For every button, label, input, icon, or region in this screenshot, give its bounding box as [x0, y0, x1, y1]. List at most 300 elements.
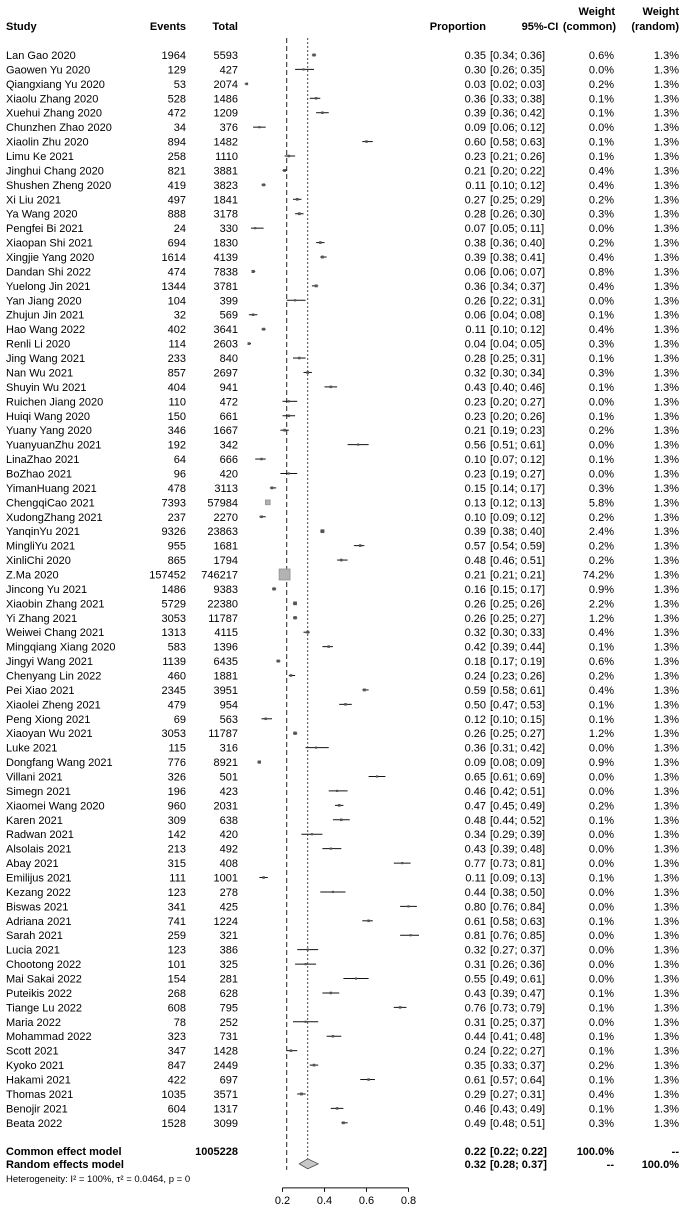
events-value: 960 [167, 800, 186, 813]
weight-random-value: 1.3% [653, 381, 679, 394]
ci-value: [0.19; 0.23] [490, 425, 546, 438]
proportion-value: 0.77 [464, 858, 486, 871]
total-value: 1841 [213, 194, 238, 207]
study-name: Shuyin Wu 2021 [6, 381, 87, 394]
estimate-square [306, 631, 309, 634]
proportion-value: 0.10 [464, 454, 486, 467]
weight-common-value: 1.2% [588, 728, 614, 741]
ci-value: [0.58; 0.63] [490, 136, 546, 149]
proportion-value: 0.36 [464, 742, 486, 755]
total-value: 1830 [213, 237, 238, 250]
total-value: 342 [219, 439, 238, 452]
estimate-square [336, 790, 338, 792]
proportion-value: 0.61 [464, 1074, 486, 1087]
weight-random-value: 1.3% [653, 1016, 679, 1029]
estimate-square [319, 241, 322, 244]
study-name: Xiaomei Wang 2020 [6, 800, 105, 813]
proportion-value: 0.36 [464, 93, 486, 106]
ci-value: [0.51; 0.61] [490, 439, 546, 452]
weight-random-value: 1.3% [653, 656, 679, 669]
ci-value: [0.76; 0.84] [490, 901, 546, 914]
table-row [6, 180, 679, 192]
study-name: MingliYu 2021 [6, 540, 76, 553]
weight-common-value: 0.0% [588, 843, 614, 856]
study-name: Luke 2021 [6, 742, 58, 755]
events-value: 104 [167, 295, 186, 308]
total-value: 1681 [213, 540, 238, 553]
events-value: 583 [167, 641, 186, 654]
table-row [6, 800, 679, 812]
weight-random-value: 1.3% [653, 122, 679, 135]
table-row [6, 569, 679, 581]
table-row [6, 930, 679, 942]
weight-random-value: 1.3% [653, 1002, 679, 1015]
study-name: Jinghui Chang 2020 [6, 165, 104, 178]
weight-random-value: 1.3% [653, 728, 679, 741]
proportion-value: 0.32 [464, 944, 486, 957]
ci-value: [0.33; 0.37] [490, 1060, 546, 1073]
events-value: 346 [167, 425, 186, 438]
total-value: 1317 [213, 1103, 238, 1116]
total-value: 840 [219, 353, 238, 366]
events-value: 1614 [161, 252, 186, 265]
weight-random-value: 1.3% [653, 1074, 679, 1087]
ci-value: [0.20; 0.22] [490, 165, 546, 178]
proportion-value: 0.07 [464, 223, 486, 236]
weight-random-value: 1.3% [653, 280, 679, 293]
weight-random-value: 1.3% [653, 670, 679, 683]
table-row [6, 497, 679, 509]
proportion-value: 0.23 [464, 410, 486, 423]
study-name: Jincong Yu 2021 [6, 583, 88, 596]
weight-common-value: 1.2% [588, 612, 614, 625]
total-value: 2449 [213, 1060, 238, 1073]
proportion-value: 0.30 [464, 64, 486, 77]
weight-random-value: 1.3% [653, 497, 679, 510]
proportion-value: 0.57 [464, 540, 486, 553]
weight-common-value: 0.4% [588, 324, 614, 337]
weight-random-value: 1.3% [653, 78, 679, 91]
table-row [6, 483, 679, 495]
table-row [6, 1060, 679, 1072]
total-value: 2270 [213, 511, 238, 524]
estimate-square [315, 97, 318, 100]
events-value: 1139 [162, 656, 186, 669]
total-value: 2074 [213, 78, 238, 91]
weight-common-value: 0.0% [588, 64, 614, 77]
proportion-value: 0.15 [464, 482, 486, 495]
table-row [6, 194, 679, 206]
weight-random-value: 1.3% [653, 771, 679, 784]
study-name: Xiaoyan Wu 2021 [6, 728, 93, 741]
ci-value: [0.25; 0.27] [490, 612, 546, 625]
estimate-square [313, 54, 316, 57]
estimate-square [305, 1021, 307, 1023]
events-value: 34 [173, 122, 186, 135]
events-value: 460 [167, 670, 186, 683]
study-name: ChengqiCao 2021 [6, 497, 95, 510]
estimate-square [321, 256, 324, 259]
estimate-square [407, 905, 409, 907]
total-value: 3099 [213, 1117, 238, 1130]
ci-value: [0.27; 0.37] [490, 944, 546, 957]
weight-common-value: 0.0% [588, 396, 614, 409]
weight-common-value: 0.8% [588, 266, 614, 279]
table-row [6, 1118, 679, 1130]
weight-common-value: 0.0% [588, 973, 614, 986]
weight-random-value: 1.3% [653, 699, 679, 712]
estimate-square [279, 569, 290, 580]
table-row [6, 642, 679, 654]
study-name: Xiaopan Shi 2021 [6, 237, 93, 250]
total-value: 11787 [208, 612, 238, 625]
events-value: 1313 [161, 627, 186, 640]
weight-random-value: 1.3% [653, 93, 679, 106]
weight-random-value: 1.3% [653, 338, 679, 351]
weight-common-value: 0.2% [588, 78, 614, 91]
total-value: 661 [219, 410, 238, 423]
estimate-square [330, 386, 333, 389]
weight-common-value: 0.3% [588, 1117, 614, 1130]
weight-random-value: 1.3% [653, 410, 679, 423]
table-row [6, 64, 679, 76]
ci-value: [0.07; 0.12] [490, 454, 546, 467]
ci-value: [0.25; 0.31] [490, 353, 546, 366]
weight-common-value: 0.1% [588, 915, 614, 928]
total-value: 666 [219, 454, 238, 467]
table-row [6, 425, 679, 437]
events-value: 142 [167, 829, 186, 842]
study-name: Renli Li 2020 [6, 338, 71, 351]
study-name: Zhujun Jin 2021 [6, 309, 85, 322]
estimate-square [260, 515, 263, 518]
common-effect-ci: [0.22; 0.22] [490, 1145, 547, 1158]
header-total: Total [212, 21, 238, 33]
table-row [6, 627, 679, 639]
proportion-value: 0.24 [464, 670, 486, 683]
events-value: 157452 [149, 569, 186, 582]
table-row [6, 1075, 679, 1087]
random-effect-weight-common: -- [606, 1158, 614, 1171]
weight-random-value: 1.3% [653, 439, 679, 452]
table-row [6, 396, 679, 408]
table-row [6, 685, 679, 697]
estimate-square [283, 169, 286, 172]
weight-random-value: 1.3% [653, 165, 679, 178]
estimate-square [363, 689, 366, 692]
events-value: 3053 [161, 728, 186, 741]
common-effect-weight-common: 100.0% [576, 1145, 614, 1158]
events-value: 268 [167, 987, 186, 1000]
proportion-value: 0.13 [464, 497, 486, 510]
weight-random-value: 1.3% [653, 598, 679, 611]
estimate-square [283, 429, 286, 432]
ci-value: [0.25; 0.27] [490, 728, 546, 741]
weight-common-value: 0.4% [588, 165, 614, 178]
proportion-value: 0.34 [464, 829, 486, 842]
ci-value: [0.39; 0.47] [490, 987, 546, 1000]
total-value: 3951 [213, 684, 238, 697]
weight-common-value: 0.1% [588, 987, 614, 1000]
estimate-square [399, 1006, 402, 1009]
proportion-value: 0.44 [464, 886, 486, 899]
weight-common-value: 0.3% [588, 338, 614, 351]
estimate-square [342, 1121, 345, 1124]
proportion-value: 0.48 [464, 814, 486, 827]
weight-random-value: 1.3% [653, 396, 679, 409]
estimate-square [265, 500, 270, 505]
total-value: 9383 [213, 583, 238, 596]
events-value: 237 [167, 511, 186, 524]
events-value: 1528 [161, 1117, 186, 1130]
table-row [6, 1089, 679, 1101]
table-row [6, 108, 679, 120]
estimate-square [288, 155, 291, 158]
weight-common-value: 0.2% [588, 425, 614, 438]
total-value: 2697 [213, 367, 238, 380]
total-value: 1428 [213, 1045, 238, 1058]
ci-value: [0.26; 0.35] [490, 64, 546, 77]
weight-common-value: 0.4% [588, 1088, 614, 1101]
weight-common-value: 0.0% [588, 829, 614, 842]
proportion-value: 0.16 [464, 583, 486, 596]
weight-random-value: 1.3% [653, 208, 679, 221]
estimate-square [401, 862, 403, 864]
table-row [6, 541, 679, 553]
events-value: 110 [168, 396, 186, 409]
events-value: 315 [167, 858, 186, 871]
events-value: 111 [169, 872, 186, 885]
weight-common-value: 0.0% [588, 295, 614, 308]
weight-random-value: 1.3% [653, 814, 679, 827]
weight-common-value: 0.1% [588, 872, 614, 885]
random-effect-proportion: 0.32 [464, 1158, 486, 1171]
study-name: Shushen Zheng 2020 [6, 179, 112, 192]
estimate-square [305, 963, 307, 965]
weight-random-value: 1.3% [653, 886, 679, 899]
total-value: 427 [219, 64, 238, 77]
random-effect-diamond [299, 1159, 318, 1169]
axis-tick-label: 0.8 [400, 1194, 417, 1207]
estimate-square [332, 891, 334, 893]
study-name: Hao Wang 2022 [6, 324, 86, 337]
events-value: 1964 [161, 50, 186, 62]
total-value: 941 [219, 381, 238, 394]
weight-random-value: 1.3% [653, 1060, 679, 1073]
total-value: 569 [219, 309, 238, 322]
weight-random-value: 1.3% [653, 555, 679, 568]
proportion-value: 0.39 [464, 252, 486, 265]
x-axis [275, 1188, 416, 1207]
proportion-value: 0.24 [464, 1045, 486, 1058]
table-row [6, 844, 679, 856]
header-study: Study [6, 21, 37, 33]
proportion-value: 0.60 [464, 136, 486, 149]
header-proportion: Proportion [429, 21, 486, 33]
events-value: 741 [167, 915, 186, 928]
proportion-value: 0.26 [464, 598, 486, 611]
weight-common-value: 0.0% [588, 771, 614, 784]
study-name: Beata 2022 [6, 1117, 63, 1130]
ci-value: [0.38; 0.40] [490, 526, 546, 539]
weight-random-value: 1.3% [653, 1103, 679, 1116]
study-name: Xingjie Yang 2020 [6, 252, 95, 265]
weight-random-value: 1.3% [653, 944, 679, 957]
weight-random-value: 1.3% [653, 151, 679, 164]
weight-common-value: 0.0% [588, 1016, 614, 1029]
estimate-square [288, 414, 291, 417]
weight-random-value: 1.3% [653, 526, 679, 539]
ci-value: [0.22; 0.31] [490, 295, 546, 308]
table-row [6, 786, 679, 798]
events-value: 32 [173, 309, 186, 322]
proportion-value: 0.32 [464, 627, 486, 640]
table-row [6, 757, 679, 769]
events-value: 64 [173, 454, 186, 467]
study-name: Xiaolei Zheng 2021 [6, 699, 101, 712]
study-name: Yan Jiang 2020 [6, 295, 82, 308]
estimate-square [306, 371, 309, 374]
ci-value: [0.61; 0.69] [490, 771, 546, 784]
weight-random-value: 1.3% [653, 223, 679, 236]
ci-value: [0.22; 0.27] [490, 1045, 546, 1058]
weight-common-value: 2.4% [588, 526, 614, 539]
total-value: 5593 [213, 50, 238, 62]
events-value: 196 [167, 785, 186, 798]
table-row [6, 772, 679, 784]
study-name: Puteikis 2022 [6, 987, 73, 1000]
table-row [6, 728, 679, 740]
proportion-value: 0.06 [464, 266, 486, 279]
study-name: Ruichen Jiang 2020 [6, 396, 104, 409]
study-name: XinliChi 2020 [6, 555, 71, 568]
ci-value: [0.19; 0.27] [490, 468, 546, 481]
weight-random-value: 1.3% [653, 1117, 679, 1130]
weight-common-value: 0.0% [588, 886, 614, 899]
events-value: 1344 [161, 280, 186, 293]
total-value: 954 [219, 699, 238, 712]
weight-random-value: 1.3% [653, 295, 679, 308]
proportion-value: 0.23 [464, 396, 486, 409]
weight-random-value: 1.3% [653, 468, 679, 481]
study-name: YimanHuang 2021 [6, 482, 97, 495]
ci-value: [0.26; 0.30] [490, 208, 546, 221]
estimate-square [315, 284, 318, 287]
proportion-value: 0.12 [464, 713, 486, 726]
events-value: 24 [173, 223, 186, 236]
proportion-value: 0.31 [464, 959, 486, 972]
events-value: 821 [167, 165, 186, 178]
weight-common-value: 0.2% [588, 555, 614, 568]
total-value: 6435 [213, 656, 238, 669]
total-value: 697 [219, 1074, 238, 1087]
total-value: 1224 [213, 915, 238, 928]
table-row [6, 858, 679, 870]
events-value: 528 [167, 93, 186, 106]
ci-value: [0.39; 0.44] [490, 641, 546, 654]
weight-common-value: 0.1% [588, 814, 614, 827]
estimate-square [340, 819, 343, 822]
study-name: XudongZhang 2021 [6, 511, 103, 524]
total-value: 1209 [213, 107, 238, 120]
weight-common-value: 0.6% [588, 50, 614, 62]
proportion-value: 0.04 [464, 338, 486, 351]
ci-value: [0.38; 0.41] [490, 252, 546, 265]
events-value: 1035 [161, 1088, 186, 1101]
estimate-square [332, 1035, 335, 1038]
estimate-square [258, 760, 261, 763]
ci-value: [0.47; 0.53] [490, 699, 546, 712]
estimate-square [313, 1064, 316, 1067]
estimate-square [315, 747, 317, 749]
proportion-value: 0.27 [464, 194, 486, 207]
ci-value: [0.10; 0.12] [490, 324, 546, 337]
ci-value: [0.33; 0.38] [490, 93, 546, 106]
ci-value: [0.31; 0.42] [490, 742, 546, 755]
total-value: 11787 [208, 728, 238, 741]
table-row [6, 79, 679, 91]
total-value: 3781 [213, 280, 238, 293]
table-row [6, 165, 679, 177]
weight-random-value: 1.3% [653, 583, 679, 596]
table-row [6, 1002, 679, 1014]
estimate-square [245, 83, 248, 86]
estimate-square [273, 587, 276, 590]
table-row [6, 613, 679, 625]
ci-value: [0.40; 0.46] [490, 381, 546, 394]
table-row [6, 281, 679, 293]
study-name: Simegn 2021 [6, 785, 71, 798]
events-value: 888 [167, 208, 186, 221]
total-value: 1794 [213, 555, 238, 568]
table-row [6, 699, 679, 711]
ci-value: [0.25; 0.26] [490, 598, 546, 611]
table-row [6, 656, 679, 668]
weight-random-value: 1.3% [653, 930, 679, 943]
weight-common-value: 0.1% [588, 151, 614, 164]
ci-value: [0.46; 0.51] [490, 555, 546, 568]
events-value: 323 [167, 1031, 186, 1044]
weight-random-value: 1.3% [653, 641, 679, 654]
weight-common-value: 0.1% [588, 93, 614, 106]
proportion-value: 0.81 [464, 930, 486, 943]
proportion-value: 0.09 [464, 757, 486, 770]
weight-common-value: 0.0% [588, 785, 614, 798]
total-value: 2603 [213, 338, 238, 351]
proportion-value: 0.44 [464, 1031, 486, 1044]
table-row [6, 122, 679, 134]
ci-value: [0.09; 0.13] [490, 872, 546, 885]
estimate-square [288, 472, 290, 474]
weight-random-value: 1.3% [653, 367, 679, 380]
weight-common-value: 0.3% [588, 208, 614, 221]
weight-random-value: 1.3% [653, 959, 679, 972]
header-weight-common-2: (common) [562, 21, 616, 33]
weight-random-value: 1.3% [653, 915, 679, 928]
estimate-square [321, 111, 324, 114]
table-row [6, 223, 679, 235]
weight-common-value: 0.9% [588, 583, 614, 596]
weight-random-value: 1.3% [653, 684, 679, 697]
events-value: 213 [167, 843, 186, 856]
total-value: 281 [219, 973, 238, 986]
total-value: 3823 [213, 179, 238, 192]
weight-common-value: 74.2% [582, 569, 614, 582]
events-value: 5729 [161, 598, 186, 611]
proportion-value: 0.36 [464, 280, 486, 293]
study-name: Chenyang Lin 2022 [6, 670, 102, 683]
table-row [6, 295, 679, 307]
